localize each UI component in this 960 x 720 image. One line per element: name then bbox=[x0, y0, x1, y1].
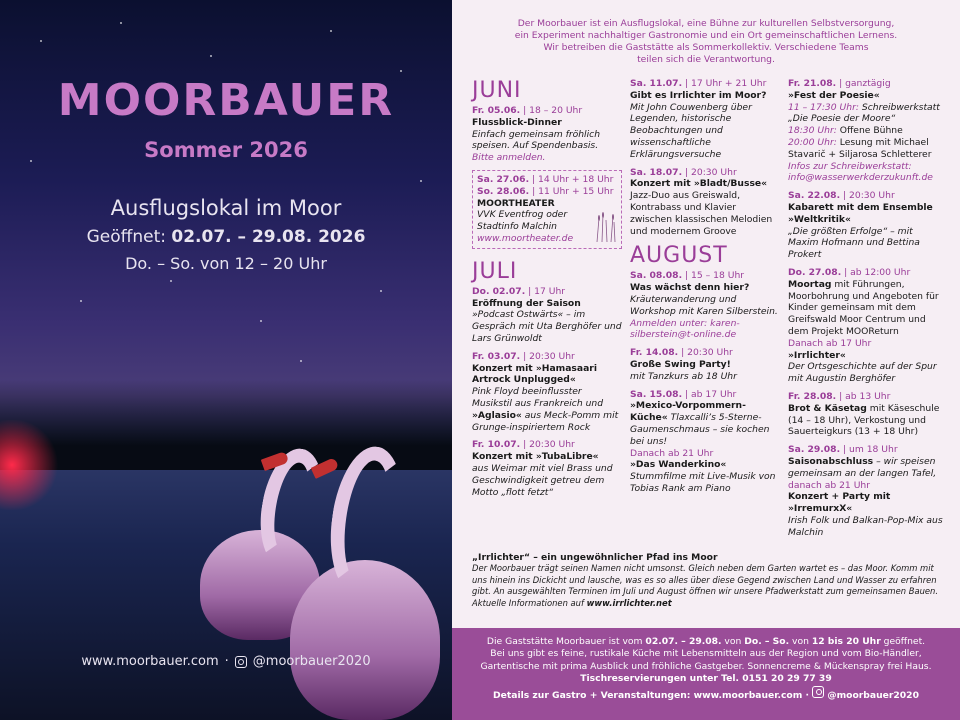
footer-line: Gartentische mit prima Ausblick und fröhliche Gastgeber. Sonnencreme & Mückenspray frei Haus. bbox=[480, 660, 932, 672]
event-item bbox=[630, 78, 780, 161]
event-date: Fr. 05.06. bbox=[472, 105, 521, 116]
event-item bbox=[630, 167, 780, 238]
event-date: Sa. 27.06. bbox=[477, 173, 530, 185]
event-time: | ab 17 Uhr bbox=[682, 388, 737, 400]
event-date: So. 28.06. bbox=[477, 185, 530, 197]
brand-title: MOORBAUER bbox=[57, 75, 395, 126]
event-item bbox=[788, 190, 946, 261]
event-desc-2: Irish Folk und Balkan-Pop-Mix aus Malchin bbox=[788, 514, 943, 538]
footer-hours-line bbox=[452, 636, 960, 648]
footer-dates: 02.07. – 29.08. bbox=[645, 636, 722, 647]
event-title-2: »Aglasio« bbox=[472, 409, 522, 421]
event-desc: aus Weimar mit viel Brass und Geschwindigkeit getreu dem Motto „flott fetzt“ bbox=[472, 462, 613, 498]
event-title: Brot & Käsetag bbox=[788, 402, 867, 414]
schedule-time: 18:30 Uhr: bbox=[788, 125, 837, 137]
event-desc: VVK Eventfrog oder Stadtinfo Malchin bbox=[477, 209, 568, 233]
event-note[interactable]: Infos zur Schreibwerkstatt: info@wasserwerkderzukunft.de bbox=[788, 160, 933, 184]
event-desc: mit Tanzkurs ab 18 Uhr bbox=[630, 370, 737, 382]
event-time: | 20:30 Uhr bbox=[520, 439, 575, 451]
event-time: | 17 Uhr + 21 Uhr bbox=[682, 78, 767, 89]
event-title: MOORTHEATER bbox=[477, 197, 555, 209]
event-title: Gibt es Irrlichter im Moor? bbox=[630, 89, 767, 101]
event-time: | 18 – 20 Uhr bbox=[520, 105, 583, 116]
column-2 bbox=[630, 78, 780, 501]
event-item bbox=[630, 270, 780, 341]
event-date: Sa. 08.08. bbox=[630, 270, 683, 282]
intro-text bbox=[452, 18, 960, 66]
event-time: | ab 13 Uhr bbox=[836, 390, 891, 402]
event-desc-2: aus Meck-Pomm mit Grunge-inspiriertem Rock bbox=[472, 409, 619, 433]
event-time: | ganztägig bbox=[836, 78, 891, 89]
event-time: | 17 Uhr bbox=[525, 285, 566, 297]
reservation-line: Tischreservierungen unter Tel. 0151 20 29 77 39 bbox=[580, 673, 832, 685]
instagram-icon bbox=[235, 656, 247, 668]
theater-link[interactable]: www.moortheater.de bbox=[477, 232, 574, 244]
intro-line: ein Experiment nachhaltiger Gastronomie und ein Ort gemeinschaftlichen Lernens. bbox=[514, 30, 898, 41]
column-3 bbox=[788, 78, 946, 544]
event-time: | 15 – 18 Uhr bbox=[682, 270, 745, 282]
event-title: Moortag bbox=[788, 278, 832, 290]
event-date: Sa. 11.07. bbox=[630, 78, 683, 89]
event-date: Do. 27.08. bbox=[788, 266, 842, 278]
opening-period bbox=[0, 227, 452, 247]
event-desc: Jazz-Duo aus Greiswald, Kontrabass und Klavier zwischen klassischen Melodien und modernem Groove bbox=[630, 190, 773, 237]
event-time: | 11 Uhr + 15 Uhr bbox=[529, 185, 614, 197]
event-item bbox=[472, 351, 622, 434]
event-item bbox=[788, 267, 946, 385]
event-item bbox=[630, 389, 780, 495]
event-date: Fr. 21.08. bbox=[788, 78, 837, 89]
event-desc: Kräuterwanderung und Workshop mit Karen Silberstein. bbox=[630, 293, 778, 317]
separator: · bbox=[224, 654, 229, 669]
schedule-time: 20:00 Uhr: bbox=[788, 136, 837, 148]
month-heading-juli: JULI bbox=[472, 258, 518, 284]
instagram-handle[interactable]: @moorbauer2020 bbox=[252, 654, 371, 669]
website-link[interactable]: www.moorbauer.com bbox=[81, 654, 219, 669]
schedule-text: Offene Bühne bbox=[836, 125, 903, 137]
info-footer bbox=[452, 628, 960, 720]
event-date: Fr. 10.07. bbox=[472, 439, 521, 451]
event-item bbox=[788, 391, 946, 438]
event-desc: – wir speisen gemeinsam an der langen Tafel, bbox=[788, 455, 937, 479]
event-item bbox=[788, 444, 946, 538]
details-text[interactable]: Details zur Gastro + Veranstaltungen: www.moorbauer.com · bbox=[493, 689, 809, 701]
event-title: Was wächst denn hier? bbox=[630, 282, 750, 294]
event-date: Sa. 22.08. bbox=[788, 190, 841, 202]
event-date: Sa. 18.07. bbox=[630, 166, 683, 178]
theater-box bbox=[472, 170, 622, 249]
event-desc: Tlaxcalli’s 5-Sterne-Gaumenschmaus – sie kochen bei uns! bbox=[630, 412, 770, 447]
column-1 bbox=[472, 78, 622, 504]
event-item bbox=[788, 78, 946, 184]
event-note: Danach ab 21 Uhr bbox=[630, 447, 714, 459]
schedule-text: Lesung mit Michael Stavarič + Siljarosa Schletterer bbox=[788, 136, 932, 160]
month-heading-juni: JUNI bbox=[472, 78, 522, 103]
event-title: Konzert mit »Bladt/Busse« bbox=[630, 178, 768, 190]
irrlichter-link[interactable]: www.irrlichter.net bbox=[586, 597, 672, 608]
event-item bbox=[472, 286, 622, 345]
event-time: | 20:30 Uhr bbox=[840, 190, 895, 202]
event-item bbox=[472, 105, 622, 164]
event-time: | ab 12:00 Uhr bbox=[841, 266, 911, 278]
event-time: | 20:30 Uhr bbox=[520, 350, 575, 362]
event-desc: »Podcast Ostwärts« – im Gespräch mit Uta Berghöfer und Lars Grünwoldt bbox=[472, 309, 622, 344]
footer-text: von bbox=[789, 636, 812, 647]
instagram-icon bbox=[812, 686, 824, 698]
details-line bbox=[452, 686, 960, 702]
event-time: | 20:30 Uhr bbox=[682, 166, 737, 178]
event-time: | um 18 Uhr bbox=[840, 444, 898, 456]
subtitle: Ausflugslokal im Moor bbox=[110, 196, 342, 220]
event-title: Eröffnung der Saison bbox=[472, 297, 581, 309]
footer-text: von bbox=[721, 636, 745, 647]
event-date: Do. 02.07. bbox=[472, 285, 526, 297]
footer-text: geöffnet. bbox=[880, 636, 926, 647]
event-title: Saisonabschluss bbox=[788, 455, 874, 467]
footer-days: Do. – So. bbox=[744, 636, 790, 647]
event-note: danach ab 21 Uhr bbox=[788, 479, 871, 491]
event-title: Konzert mit »TubaLibre« bbox=[472, 451, 599, 463]
event-title-2: Konzert + Party mit »IrremurxX« bbox=[788, 491, 891, 515]
hero-photo bbox=[0, 0, 452, 720]
schedule-time: 11 – 17:30 Uhr: bbox=[788, 101, 859, 113]
irrlichter-section bbox=[472, 552, 946, 609]
program-panel bbox=[452, 0, 960, 720]
event-item bbox=[630, 347, 780, 382]
event-date: Fr. 14.08. bbox=[630, 347, 679, 359]
event-title: »Fest der Poesie« bbox=[788, 89, 880, 101]
event-desc: Pink Floyd beeinflusster Musikstil aus Frankreich und bbox=[472, 386, 604, 409]
event-title: Kabarett mit dem Ensemble »Weltkritik« bbox=[788, 201, 933, 225]
instagram-handle[interactable]: @moorbauer2020 bbox=[827, 689, 919, 701]
event-note: Danach ab 17 Uhr bbox=[788, 337, 872, 349]
event-desc: Mit John Couwenberg über Legenden, historische Beobachtungen und wissenschaftliche Erklärungsversuche bbox=[630, 101, 752, 160]
event-note[interactable]: Anmelden unter: karen-silberstein@t-online.de bbox=[630, 317, 740, 341]
event-title: Große Swing Party! bbox=[630, 358, 731, 370]
intro-line: Wir betreiben die Gaststätte als Sommerkollektiv. Verschiedene Teams bbox=[543, 42, 869, 53]
season-label: Sommer 2026 bbox=[144, 138, 308, 162]
event-desc: „Die größten Erfolge“ – mit Maxim Hofmann und Bettina Prokert bbox=[788, 225, 920, 261]
opening-hours: Do. – So. von 12 – 20 Uhr bbox=[125, 254, 327, 273]
event-desc: mit Führungen, Moorbohrung und Angeboten für Kinder gemeinsam mit dem Greifswald Moor Centrum und dem Projekt MOOReturn bbox=[788, 278, 939, 337]
event-date: Fr. 28.08. bbox=[788, 390, 837, 402]
open-dates: 02.07. – 29.08. 2026 bbox=[171, 227, 366, 247]
schedule-text: Schreibwerkstatt „Die Poesie der Moore“ bbox=[788, 101, 940, 125]
event-title-2: »Das Wanderkino« bbox=[630, 459, 727, 471]
open-label: Geöffnet: bbox=[86, 227, 166, 247]
irrlichter-text: Der Moorbauer trägt seinen Namen nicht umsonst. Gleich neben dem Garten wartet es – das Moor. Komm mit uns hinein ins Dickicht und lausche, was es so alles über diese Gegend zwischen Land und Wasser zu erfahren gibt. An ausgewählten Terminen im Juli und August öffnen wir unsere Pfadwerkstatt zum gemeinsamen Bauen. Aktuelle Informationen auf bbox=[472, 563, 939, 608]
event-item bbox=[472, 439, 622, 498]
event-desc-2: Stummfilme mit Live-Musik von Tobias Rank am Piano bbox=[630, 471, 776, 494]
event-desc: mit Käseschule (14 – 18 Uhr), Verkostung und Sauerteigkurs (13 + 18 Uhr) bbox=[788, 402, 940, 438]
event-date: Sa. 29.08. bbox=[788, 444, 841, 456]
event-time: | 14 Uhr + 18 Uhr bbox=[529, 173, 614, 185]
footer-line: Bei uns gibt es feine, rustikale Küche mit Lebensmitteln aus der Region und vom Bio-Händler, bbox=[490, 648, 922, 660]
event-note: Bitte anmelden. bbox=[472, 152, 546, 164]
event-title: Konzert mit »Hamasaari Artrock Unplugged« bbox=[472, 362, 597, 386]
footer-text: Die Gaststätte Moorbauer ist vom bbox=[486, 636, 646, 647]
photo-footer bbox=[0, 654, 452, 669]
reed-icon bbox=[593, 212, 617, 242]
intro-line: Der Moorbauer ist ein Ausflugslokal, eine Bühne zur kulturellen Selbstversorgung, bbox=[517, 18, 895, 29]
event-title: Flussblick-Dinner bbox=[472, 116, 562, 128]
footer-hours: 12 bis 20 Uhr bbox=[811, 636, 881, 647]
event-title-2: »Irrlichter« bbox=[788, 349, 846, 361]
event-date: Sa. 15.08. bbox=[630, 388, 683, 400]
event-date: Fr. 03.07. bbox=[472, 350, 521, 362]
red-light-glow bbox=[0, 420, 60, 510]
event-desc-2: Der Ortsgeschichte auf der Spur mit Augustin Berghöfer bbox=[788, 361, 937, 385]
event-title: »Mexico-Vorpommern-Küche« bbox=[630, 400, 746, 424]
irrlichter-title: „Irrlichter“ – ein ungewöhnlicher Pfad ins Moor bbox=[472, 552, 718, 563]
event-desc: Einfach gemeinsam fröhlich speisen. Auf Spendenbasis. bbox=[472, 128, 601, 152]
intro-line: teilen sich die Verantwortung. bbox=[637, 54, 775, 65]
event-time: | 20:30 Uhr bbox=[678, 347, 733, 359]
month-heading-august: AUGUST bbox=[630, 243, 728, 269]
